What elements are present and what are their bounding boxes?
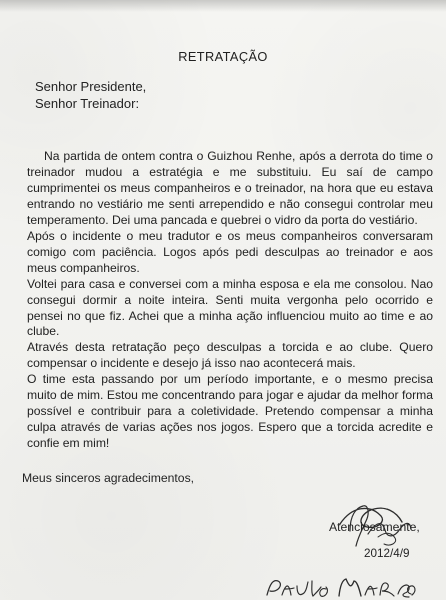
signoff-text: Atenciosamente,: [329, 520, 420, 534]
letter-body: [27, 149, 433, 452]
body-paragraph-5: O time esta passando por um período importante, e o mesmo precisa muito de mim. Estou me concentrando para jogar e ajudar da melhor forma possível e contribuir para a coletividade. Pretendo compensar a minha culpa através de varias ações nos jogos. Espero que a torcida acredite e confie em mim!: [27, 372, 433, 451]
body-paragraph-1: Na partida de ontem contra o Guizhou Renhe, após a derrota do time o treinador mudou a estratégia e me substituiu. Eu saí de campo cumprimentei os meus companheiros e o treinador, na hora que eu estava entrando no vestiário me senti arrependido e não consegui controlar meu temperamento. Dei uma pancada e quebrei o vidro da porta do vestiário.: [27, 149, 433, 227]
lower-signature-image: [260, 573, 420, 600]
body-paragraph-4: Através desta retratação peço desculpas a torcida e ao clube. Quero compensar o incidente e desejo já isso nao acontecerá mais.: [27, 340, 433, 371]
scan-shadow: [0, 0, 446, 12]
document-title: RETRATAÇÃO: [178, 49, 268, 64]
letter-date: 2012/4/9: [364, 547, 410, 560]
salutation-president: Senhor Presidente,: [35, 79, 147, 94]
body-paragraph-2: Após o incidente o meu tradutor e os meus companheiros conversaram comigo com paciência. Logos após pedi desculpas ao treinador e aos meus companheiros.: [27, 228, 433, 275]
body-paragraph-3: Voltei para casa e conversei com a minha esposa e ela me consolou. Nao consegui dormir a noite inteira. Senti muita vergonha pelo ocorrido e pensei no que fiz. Achei que a minha ação influenciou muito ao time e ao clube.: [27, 276, 433, 339]
closing-line: Meus sinceros agradecimentos,: [22, 471, 195, 485]
salutation-coach: Senhor Treinador:: [35, 96, 140, 111]
